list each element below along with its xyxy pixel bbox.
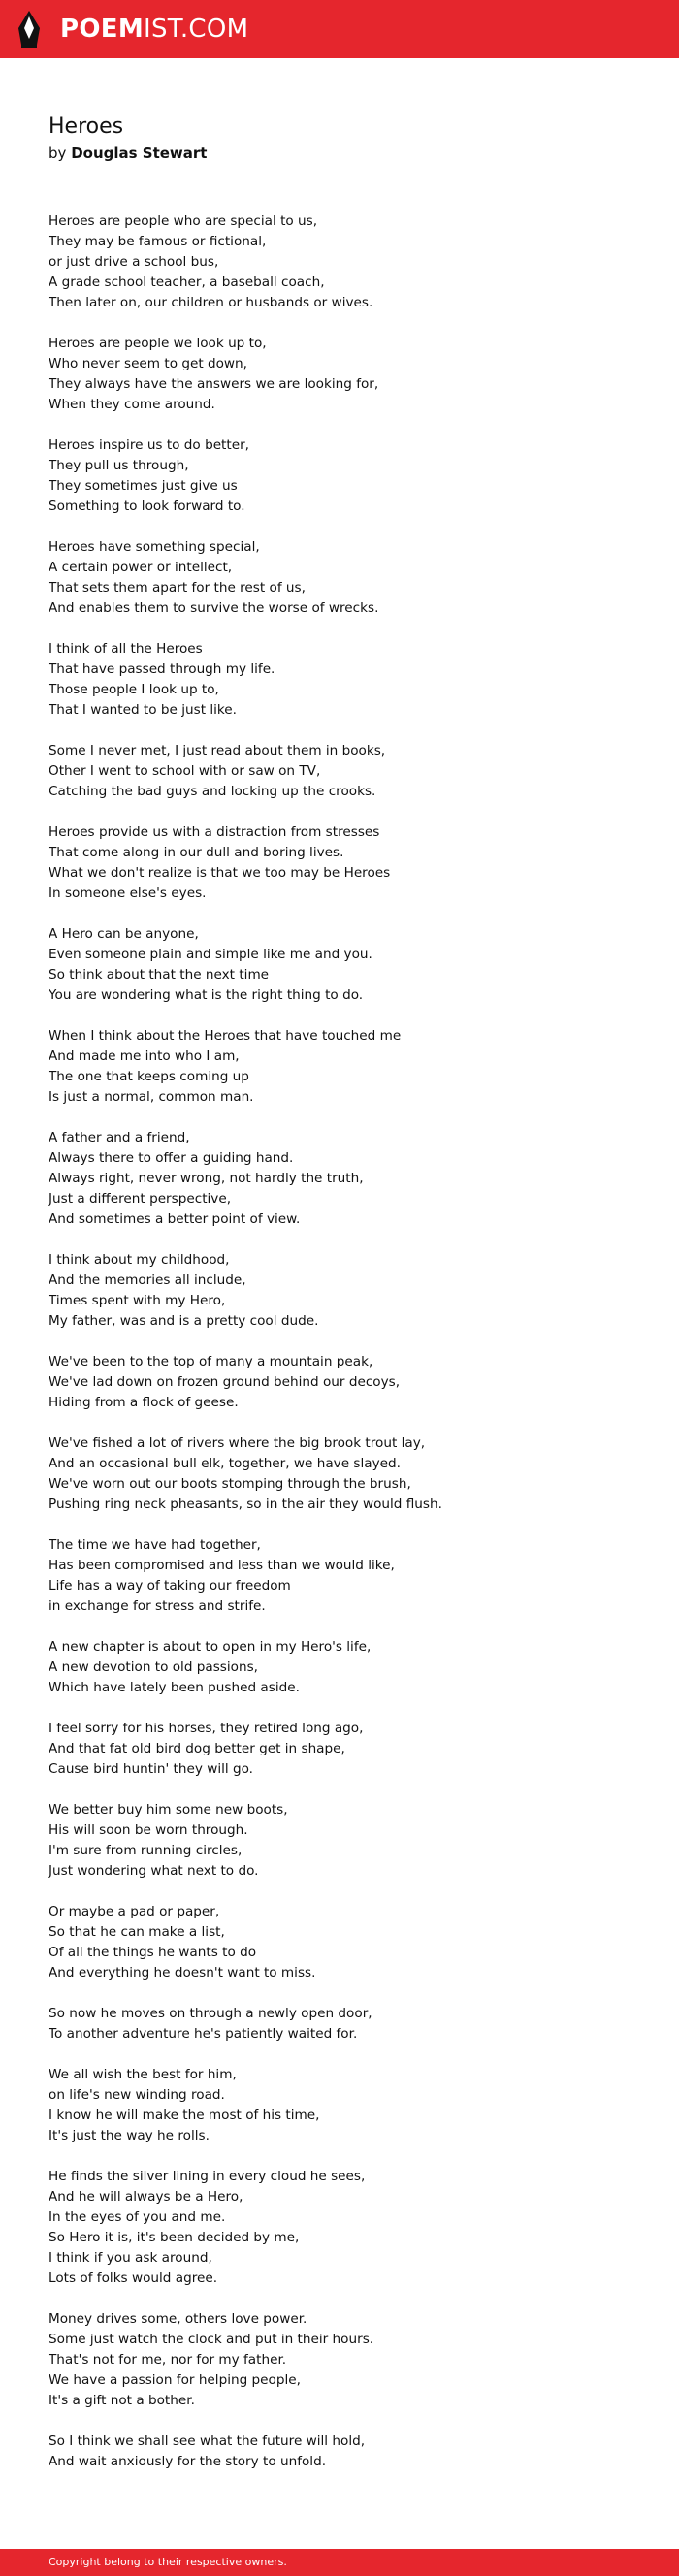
poem-line: Catching the bad guys and locking up the crooks. <box>48 784 376 799</box>
poem-line: Or maybe a pad or paper, <box>48 1904 220 1919</box>
poem-line: So I think we shall see what the future will hold, <box>48 2433 366 2449</box>
stanza <box>48 537 650 619</box>
poem-line: It's just the way he rolls. <box>48 2128 210 2143</box>
poem-line: Then later on, our children or husbands or wives. <box>48 295 373 310</box>
poem-line: In the eyes of you and me. <box>48 2209 226 2225</box>
stanza <box>48 1902 650 1983</box>
poem-line: Heroes are people who are special to us, <box>48 213 318 229</box>
poem-line: His will soon be worn through. <box>48 1822 248 1838</box>
poem-line: He finds the silver lining in every cloud he sees, <box>48 2169 366 2184</box>
poem-line: Money drives some, others love power. <box>48 2311 307 2327</box>
poem-line: Who never seem to get down, <box>48 356 247 371</box>
stanza <box>48 1719 650 1780</box>
stanza <box>48 1250 650 1332</box>
stanza <box>48 741 650 802</box>
poem-line: or just drive a school bus, <box>48 254 219 270</box>
poem-line: And everything he doesn't want to miss. <box>48 1965 316 1980</box>
stanza <box>48 1800 650 1882</box>
poem-line: Lots of folks would agree. <box>48 2270 218 2286</box>
poem-line: And that fat old bird dog better get in shape, <box>48 1741 345 1756</box>
poem-line: A new devotion to old passions, <box>48 1659 258 1675</box>
poem-line: I know he will make the most of his time, <box>48 2108 320 2123</box>
poem-line: We have a passion for helping people, <box>48 2372 301 2388</box>
poem-line: And wait anxiously for the story to unfold. <box>48 2454 327 2469</box>
poem-line: Heroes have something special, <box>48 539 260 555</box>
poem-line: in exchange for stress and strife. <box>48 1598 266 1614</box>
poem-line: What we don't realize is that we too may be Heroes <box>48 865 391 881</box>
poem-body <box>48 211 650 2493</box>
poem-line: That I wanted to be just like. <box>48 702 237 718</box>
stanza <box>48 822 650 904</box>
poem-line: Other I went to school with or saw on TV, <box>48 763 321 779</box>
poem-line: They always have the answers we are looking for, <box>48 376 379 392</box>
author-name: Douglas Stewart <box>71 145 208 162</box>
poem-line: Always right, never wrong, not hardly the truth, <box>48 1171 364 1186</box>
poem-line: When they come around. <box>48 397 215 412</box>
poem-line: I feel sorry for his horses, they retired long ago, <box>48 1721 364 1736</box>
poem-line: Some I never met, I just read about them in books, <box>48 743 386 758</box>
poem-line: I'm sure from running circles, <box>48 1843 242 1858</box>
by-label: by <box>48 145 67 162</box>
poem-line: Just a different perspective, <box>48 1191 232 1207</box>
poem-line: A father and a friend, <box>48 1130 190 1145</box>
logo-bold-text: POEM <box>60 15 144 44</box>
poem-line: A grade school teacher, a baseball coach, <box>48 274 325 290</box>
poem-line: And sometimes a better point of view. <box>48 1211 301 1227</box>
poem-line: That have passed through my life. <box>48 661 275 677</box>
poem-line: That sets them apart for the rest of us, <box>48 580 306 596</box>
site-logo[interactable] <box>60 13 248 46</box>
poem-line: Something to look forward to. <box>48 499 245 514</box>
stanza <box>48 639 650 721</box>
poem-line: And an occasional bull elk, together, we have slayed. <box>48 1456 401 1471</box>
poem-line: Of all the things he wants to do <box>48 1945 257 1960</box>
poem-line: The time we have had together, <box>48 1537 261 1553</box>
poem-line: Always there to offer a guiding hand. <box>48 1150 294 1166</box>
poem-line: The one that keeps coming up <box>48 1069 249 1084</box>
poem-line: Heroes are people we look up to, <box>48 336 267 351</box>
poem-line: To another adventure he's patiently waited for. <box>48 2026 358 2042</box>
poem-line: Times spent with my Hero, <box>48 1293 226 1308</box>
poem-line: Which have lately been pushed aside. <box>48 1680 300 1695</box>
poem-line: When I think about the Heroes that have touched me <box>48 1028 402 1044</box>
poem-line: I think if you ask around, <box>48 2250 212 2266</box>
poem-line: That's not for me, nor for my father. <box>48 2352 287 2367</box>
stanza <box>48 435 650 517</box>
poem-line: We've been to the top of many a mountain peak, <box>48 1354 373 1369</box>
poem-line: Heroes provide us with a distraction from stresses <box>48 824 380 840</box>
poem-line: That come along in our dull and boring lives. <box>48 845 344 860</box>
stanza <box>48 924 650 1006</box>
stanza <box>48 334 650 415</box>
poem-line: So think about that the next time <box>48 967 270 982</box>
poem-line: They pull us through, <box>48 458 189 473</box>
poem-line: on life's new winding road. <box>48 2087 225 2103</box>
poem-line: Life has a way of taking our freedom <box>48 1578 291 1594</box>
poem-line: A certain power or intellect, <box>48 560 233 575</box>
site-footer <box>0 2549 679 2576</box>
byline <box>48 144 207 163</box>
poem-line: Has been compromised and less than we would like, <box>48 1558 395 1573</box>
stanza <box>48 1026 650 1108</box>
site-header <box>0 0 679 58</box>
poem-line: Those people I look up to, <box>48 682 219 697</box>
poem-line: So now he moves on through a newly open door, <box>48 2006 372 2021</box>
poem-line: Pushing ring neck pheasants, so in the air they would flush. <box>48 1497 442 1512</box>
poem-line: Is just a normal, common man. <box>48 1089 254 1105</box>
stanza <box>48 2431 650 2472</box>
stanza <box>48 2309 650 2411</box>
poem-line: A new chapter is about to open in my Hero's life, <box>48 1639 372 1655</box>
poem-line: And made me into who I am, <box>48 1048 240 1064</box>
stanza <box>48 1433 650 1515</box>
poem-line: And the memories all include, <box>48 1272 246 1288</box>
stanza <box>48 2065 650 2146</box>
poem-line: So Hero it is, it's been decided by me, <box>48 2230 300 2245</box>
poem-line: So that he can make a list, <box>48 1924 225 1940</box>
poem-line: Even someone plain and simple like me and you. <box>48 947 372 962</box>
poem-line: It's a gift not a bother. <box>48 2393 195 2408</box>
stanza <box>48 211 650 313</box>
poem-line: Some just watch the clock and put in their hours. <box>48 2332 374 2347</box>
poem-line: My father, was and is a pretty cool dude. <box>48 1313 319 1329</box>
poem-line: They may be famous or fictional, <box>48 234 267 249</box>
pencil-nib-icon[interactable] <box>16 10 42 48</box>
poem-line: Just wondering what next to do. <box>48 1863 259 1879</box>
stanza <box>48 1637 650 1698</box>
stanza <box>48 2004 650 2045</box>
poem-title: Heroes <box>48 114 124 139</box>
poem-line: You are wondering what is the right thing to do. <box>48 987 364 1003</box>
poem-line: Heroes inspire us to do better, <box>48 437 249 453</box>
poem-line: We've fished a lot of rivers where the big brook trout lay, <box>48 1435 426 1451</box>
poem-line: Hiding from a flock of geese. <box>48 1395 239 1410</box>
stanza <box>48 1352 650 1413</box>
poem-line: We all wish the best for him, <box>48 2067 237 2082</box>
stanza <box>48 1128 650 1230</box>
logo-light-text: IST.COM <box>144 15 249 44</box>
poem-line: A Hero can be anyone, <box>48 926 199 942</box>
poem-line: And enables them to survive the worse of wrecks. <box>48 600 379 616</box>
poem-line: We better buy him some new boots, <box>48 1802 288 1818</box>
stanza <box>48 2167 650 2289</box>
poem-line: In someone else's eyes. <box>48 886 207 901</box>
stanza <box>48 1535 650 1617</box>
poem-line: I think of all the Heroes <box>48 641 203 657</box>
poem-line: We've worn out our boots stomping through the brush, <box>48 1476 411 1492</box>
poem-line: And he will always be a Hero, <box>48 2189 243 2205</box>
poem-line: We've lad down on frozen ground behind our decoys, <box>48 1374 401 1390</box>
copyright-text: Copyright belong to their respective owners. <box>48 2556 287 2568</box>
poem-line: They sometimes just give us <box>48 478 238 494</box>
poem-line: I think about my childhood, <box>48 1252 230 1268</box>
poem-line: Cause bird huntin' they will go. <box>48 1761 254 1777</box>
